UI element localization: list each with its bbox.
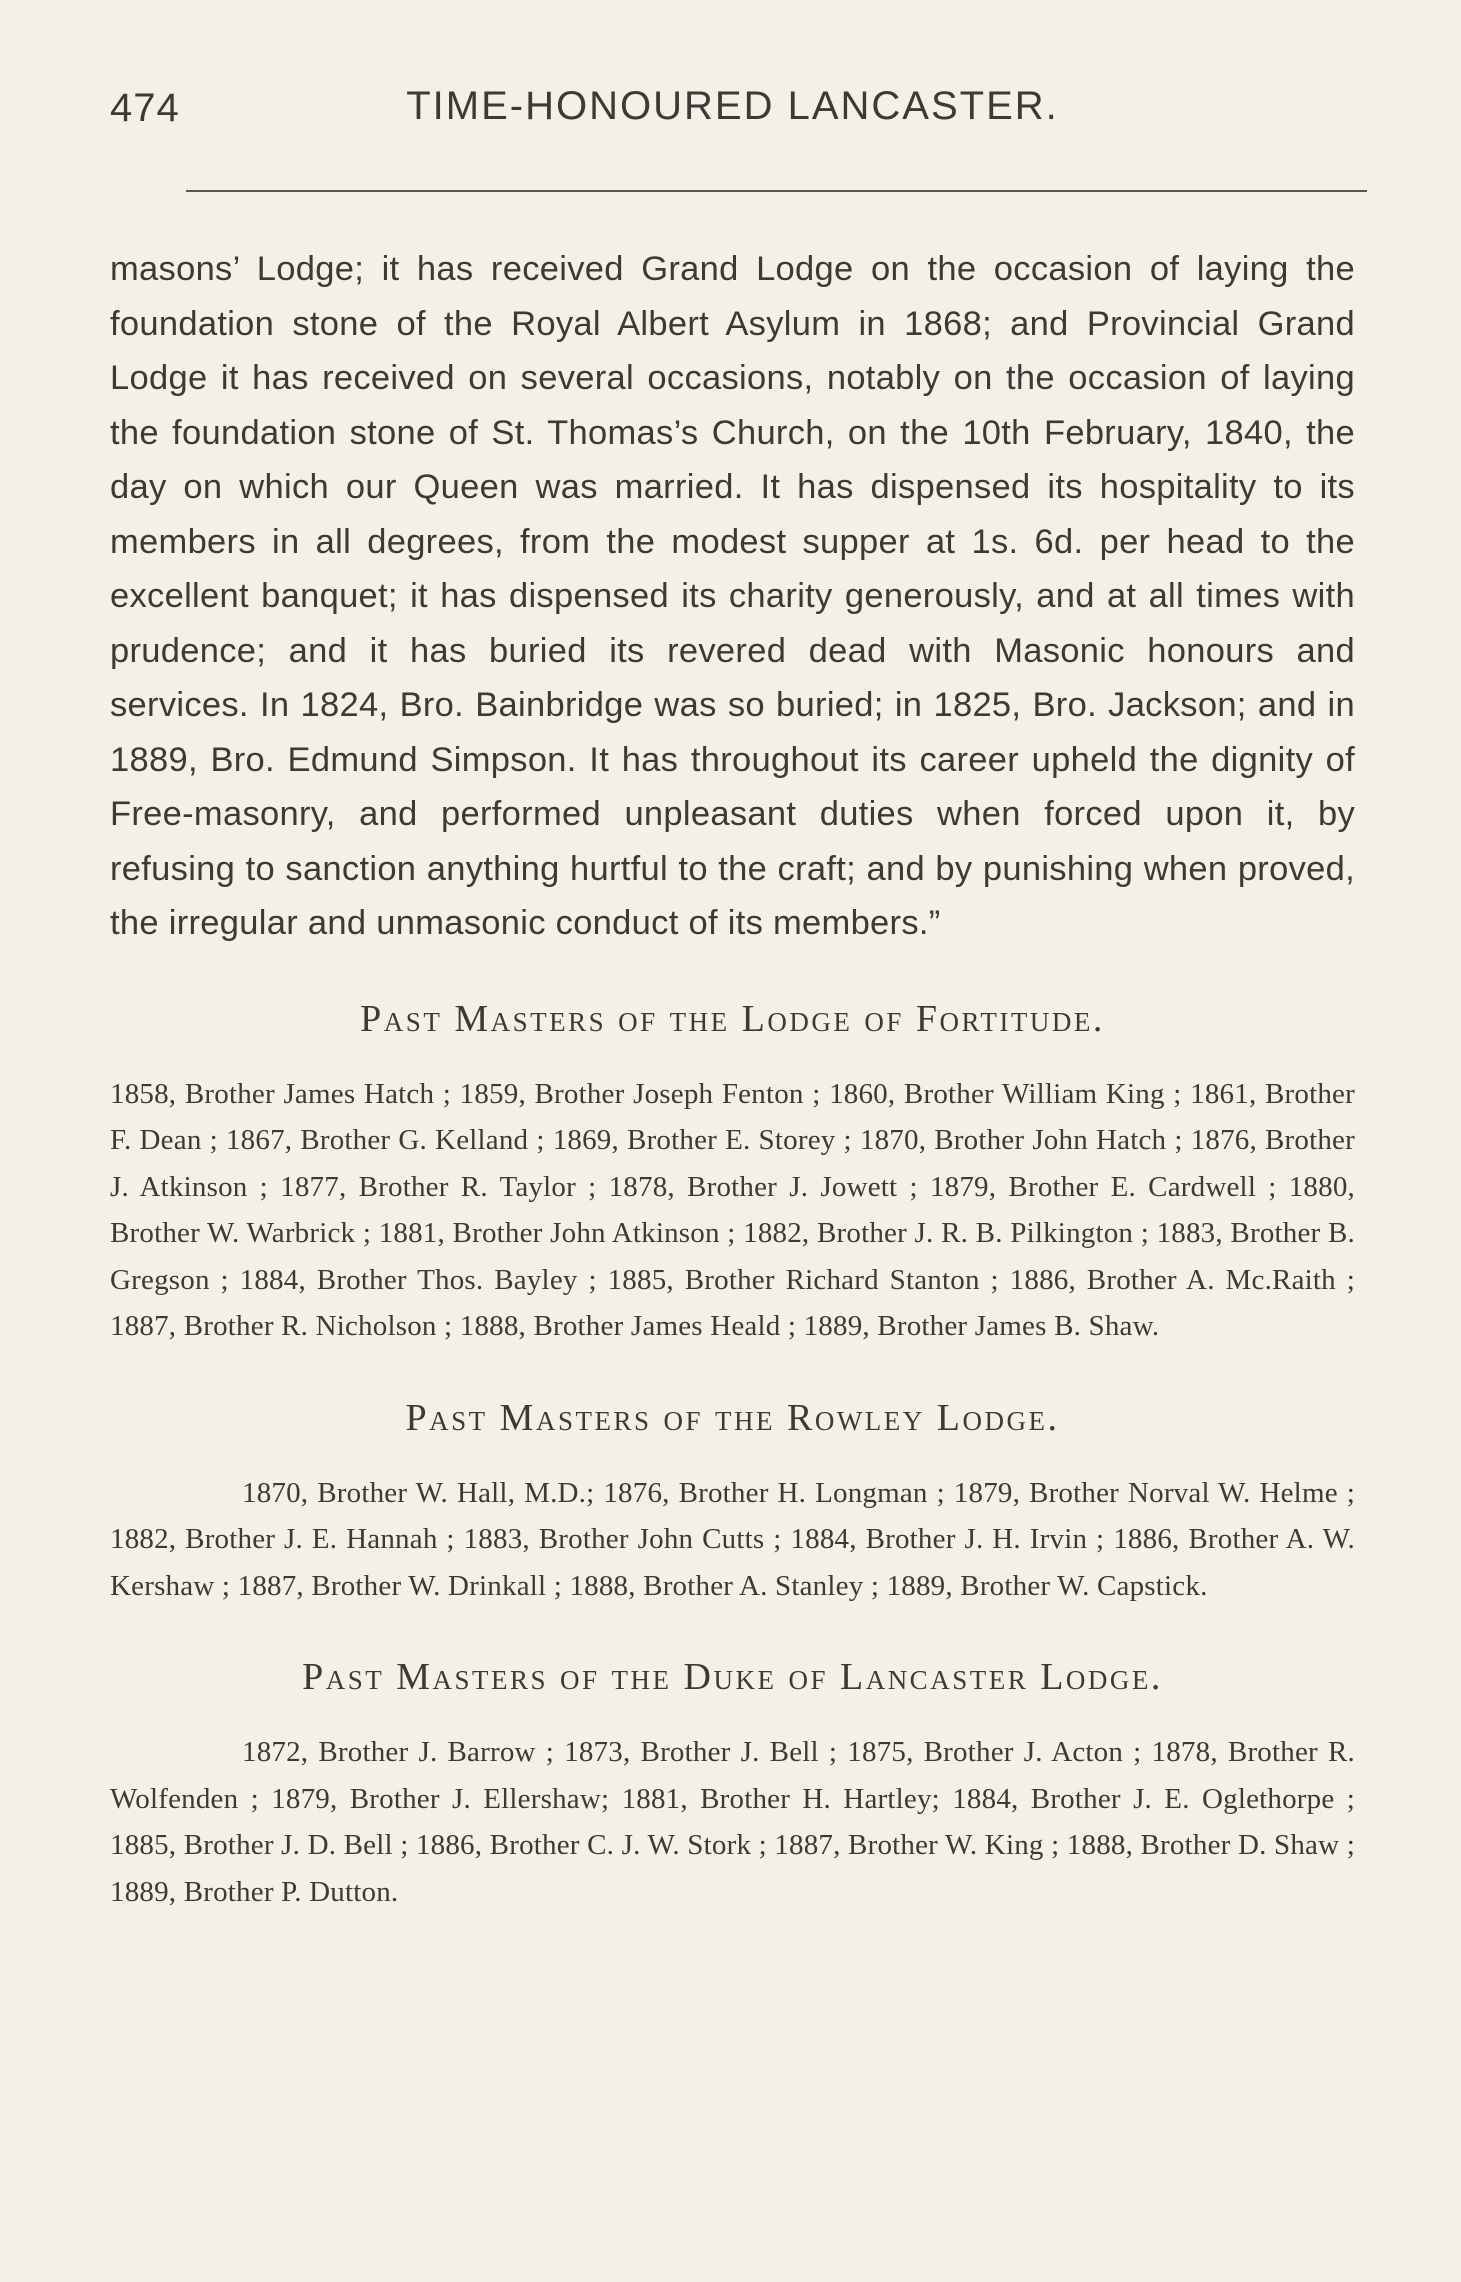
section-fortitude <box>110 997 1355 1350</box>
section-text-fortitude: 1858, Brother James Hatch ; 1859, Brother Joseph Fenton ; 1860, Brother William King ; 1861, Brother F. Dean ; 1867, Brother G. Kelland ; 1869, Brother E. Storey ; 1870, Brother John Hatch ; 1876, Brother J. Atkinson ; 1877, Brother R. Taylor ; 1878, Brother J. Jowett ; 1879, Brother E. Cardwell ; 1880, Brother W. Warbrick ; 1881, Brother John Atkinson ; 1882, Brother J. R. B. Pilkington ; 1883, Brother B. Gregson ; 1884, Brother Thos. Bayley ; 1885, Brother Richard Stanton ; 1886, Brother A. Mc.Raith ; 1887, Brother R. Nicholson ; 1888, Brother James Heald ; 1889, Brother James B. Shaw. <box>110 1077 1355 1342</box>
section-title-fortitude: Past Masters of the Lodge of Fortitude. <box>360 997 1105 1040</box>
section-duke-of-lancaster <box>110 1655 1355 1915</box>
page-number: 474 <box>110 86 180 130</box>
running-title: TIME-HONOURED LANCASTER. <box>406 84 1059 128</box>
page-header <box>110 78 1355 140</box>
body-paragraph: masons’ Lodge; it has received Grand Lodge on the occasion of laying the foundation stone of the Royal Albert Asylum in 1868; and Provincial Grand Lodge it has received on several occasions, notably on the occasion of laying the foundation stone of St. Thomas’s Church, on the 10th February, 1840, the day on which our Queen was married. It has dispensed its hospitality to its members in all degrees, from the modest supper at 1s. 6d. per head to the excellent banquet; it has dispensed its charity generously, and at all times with prudence; and it has buried its revered dead with Masonic honours and services. In 1824, Bro. Bainbridge was so buried; in 1825, Bro. Jackson; and in 1889, Bro. Edmund Simpson. It has throughout its career upheld the dignity of Free-masonry, and performed unpleasant duties when forced upon it, by refusing to sanction anything hurtful to the craft; and by punishing when proved, the irregular and unmasonic conduct of its members.” <box>110 250 1355 942</box>
section-title-rowley: Past Masters of the Rowley Lodge. <box>405 1396 1060 1439</box>
section-text-duke-of-lancaster: 1872, Brother J. Barrow ; 1873, Brother J. Bell ; 1875, Brother J. Acton ; 1878, Brother R. Wolfenden ; 1879, Brother J. Ellershaw; 1881, Brother H. Hartley; 1884, Brother J. E. Oglethorpe ; 1885, Brother J. D. Bell ; 1886, Brother C. J. W. Stork ; 1887, Brother W. King ; 1888, Brother D. Shaw ; 1889, Brother P. Dutton. <box>110 1736 1355 1908</box>
header-rule <box>186 190 1367 192</box>
section-text-rowley: 1870, Brother W. Hall, M.D.; 1876, Brother H. Longman ; 1879, Brother Norval W. Helme ; 1882, Brother J. E. Hannah ; 1883, Brother John Cutts ; 1884, Brother J. H. Irvin ; 1886, Brother A. W. Kershaw ; 1887, Brother W. Drinkall ; 1888, Brother A. Stanley ; 1889, Brother W. Capstick. <box>110 1476 1355 1602</box>
section-title-duke-of-lancaster: Past Masters of the Duke of Lancaster Lodge. <box>302 1656 1163 1698</box>
section-rowley <box>110 1396 1355 1610</box>
body-text <box>110 242 1355 951</box>
book-page <box>110 78 1355 1915</box>
